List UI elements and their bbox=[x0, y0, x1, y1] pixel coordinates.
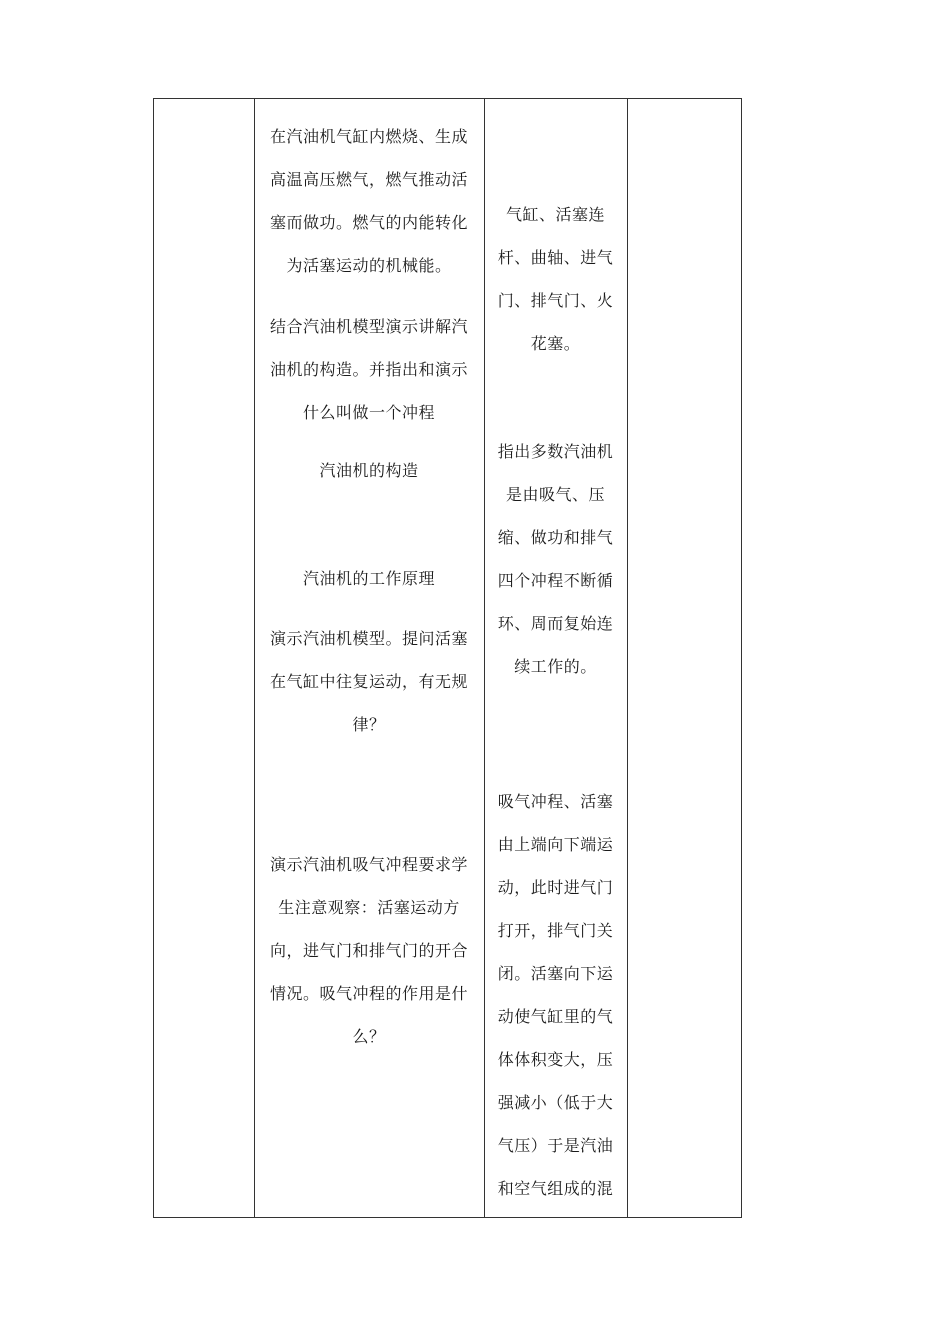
text-line: 在气缸中往复运动，有无规 bbox=[269, 672, 468, 691]
text-line: 强减小（低于大 bbox=[497, 1093, 614, 1112]
teacher-paragraph-intake-demo bbox=[254, 843, 484, 1058]
teacher-paragraph-model-demo bbox=[254, 305, 484, 434]
text-line: 情况。吸气冲程的作用是什 bbox=[269, 984, 468, 1003]
text-line: 花塞。 bbox=[530, 334, 581, 353]
table-column-divider-3 bbox=[627, 99, 628, 1217]
text-line: 杆、曲轴、进气 bbox=[497, 248, 614, 267]
text-line: 演示汽油机吸气冲程要求学 bbox=[269, 855, 468, 874]
text-line: 是由吸气、压 bbox=[505, 485, 605, 504]
text-line: 什么叫做一个冲程 bbox=[302, 403, 435, 422]
student-paragraph-four-strokes bbox=[484, 430, 627, 688]
lesson-table bbox=[153, 98, 742, 1218]
text-line: 高温高压燃气，燃气推动活 bbox=[269, 170, 468, 189]
text-line: 律？ bbox=[352, 715, 386, 734]
teacher-paragraph-combustion bbox=[254, 115, 484, 287]
text-line: 动，此时进气门 bbox=[497, 878, 614, 897]
teacher-paragraph-question bbox=[254, 617, 484, 746]
text-line: 续工作的。 bbox=[514, 657, 597, 676]
teacher-heading-principle bbox=[254, 557, 484, 600]
text-line: 缩、做功和排气 bbox=[497, 528, 614, 547]
text-line: 汽油机的工作原理 bbox=[302, 569, 435, 588]
text-line: 和空气组成的混 bbox=[497, 1179, 614, 1198]
teacher-heading-structure bbox=[254, 449, 484, 492]
text-line: 打开，排气门关 bbox=[497, 921, 614, 940]
text-line: 向，进气门和排气门的开合 bbox=[269, 941, 468, 960]
text-line: 门、排气门、火 bbox=[497, 291, 614, 310]
text-line: 闭。活塞向下运 bbox=[497, 964, 614, 983]
text-line: 汽油机的构造 bbox=[319, 461, 419, 480]
text-line: 生注意观察：活塞运动方 bbox=[278, 898, 460, 917]
text-line: 体体积变大，压 bbox=[497, 1050, 614, 1069]
text-line: 结合汽油机模型演示讲解汽 bbox=[269, 317, 468, 336]
text-line: 塞而做功。燃气的内能转化 bbox=[269, 213, 468, 232]
text-line: 吸气冲程、活塞 bbox=[497, 792, 614, 811]
text-line: 么？ bbox=[352, 1027, 386, 1046]
student-paragraph-components bbox=[484, 193, 627, 365]
text-line: 由上端向下端运 bbox=[497, 835, 614, 854]
text-line: 气缸、活塞连 bbox=[505, 205, 605, 224]
text-line: 环、周而复始连 bbox=[497, 614, 614, 633]
text-line: 气压）于是汽油 bbox=[497, 1136, 614, 1155]
text-line: 油机的构造。并指出和演示 bbox=[269, 360, 468, 379]
student-paragraph-intake-stroke bbox=[484, 780, 627, 1210]
text-line: 为活塞运动的机械能。 bbox=[286, 256, 452, 275]
text-line: 指出多数汽油机 bbox=[497, 442, 614, 461]
text-line: 动使气缸里的气 bbox=[497, 1007, 614, 1026]
text-line: 四个冲程不断循 bbox=[497, 571, 614, 590]
text-line: 在汽油机气缸内燃烧、生成 bbox=[269, 127, 468, 146]
text-line: 演示汽油机模型。提问活塞 bbox=[269, 629, 468, 648]
